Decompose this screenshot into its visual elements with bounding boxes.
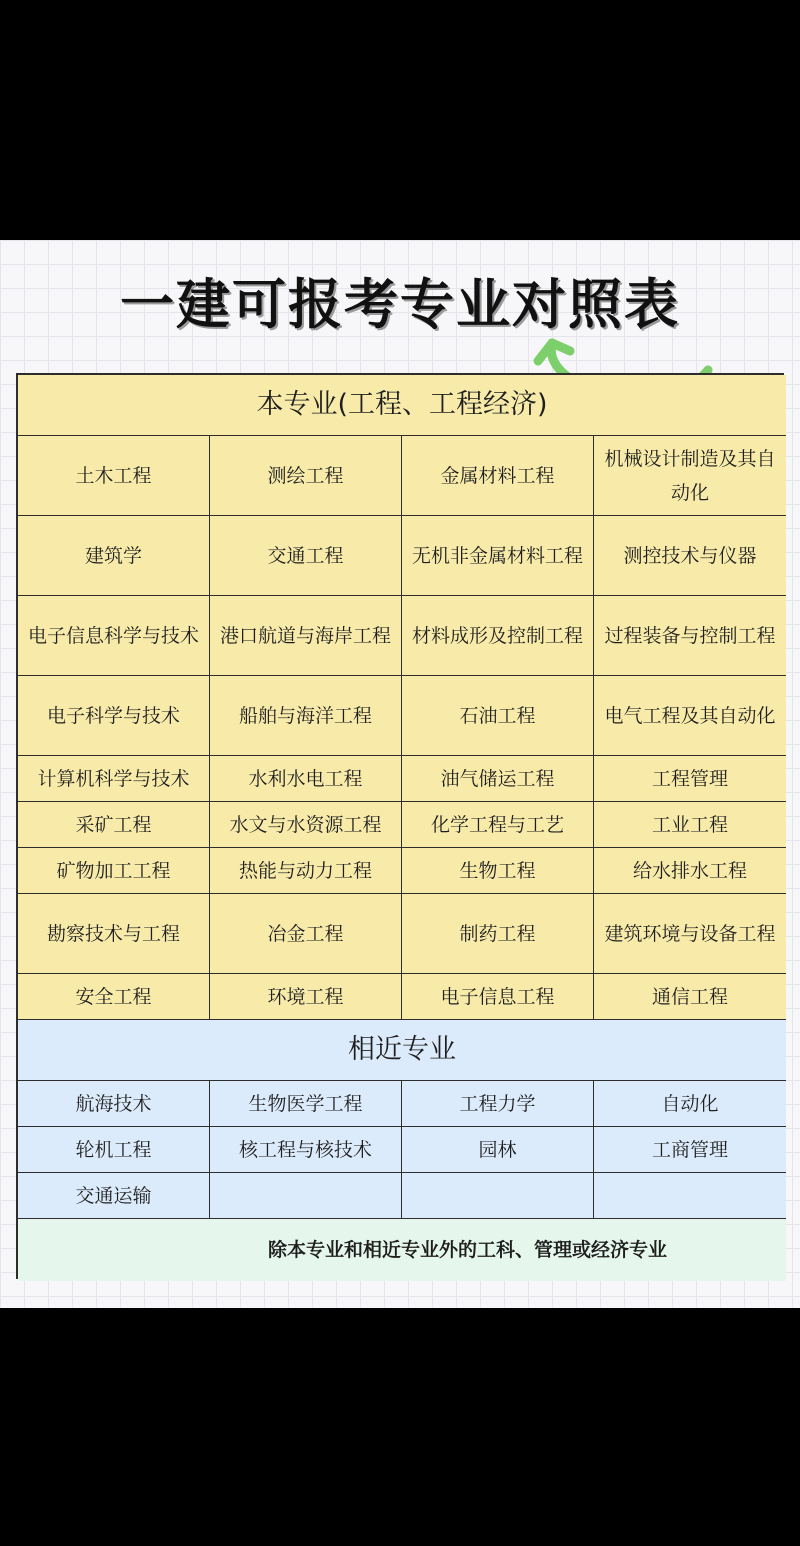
table-cell: 冶金工程 [210, 894, 402, 974]
table-cell: 航海技术 [18, 1081, 210, 1127]
table-cell: 电子信息工程 [402, 974, 594, 1020]
table-cell: 生物医学工程 [210, 1081, 402, 1127]
table-cell: 采矿工程 [18, 802, 210, 848]
table-cell: 自动化 [594, 1081, 786, 1127]
table-cell: 无机非金属材料工程 [402, 516, 594, 596]
table-cell: 工程力学 [402, 1081, 594, 1127]
related-section-header: 相近专业 [18, 1020, 786, 1081]
major-comparison-table [16, 373, 784, 1279]
table-cell: 港口航道与海岸工程 [210, 596, 402, 676]
table-cell: 过程装备与控制工程 [594, 596, 786, 676]
table-cell: 矿物加工工程 [18, 848, 210, 894]
table-cell: 工业工程 [594, 802, 786, 848]
table-cell: 船舶与海洋工程 [210, 676, 402, 756]
table-cell: 电气工程及其自动化 [594, 676, 786, 756]
table-cell: 油气储运工程 [402, 756, 594, 802]
table-cell: 金属材料工程 [402, 436, 594, 516]
table-cell: 石油工程 [402, 676, 594, 756]
table-cell: 核工程与核技术 [210, 1127, 402, 1173]
table-cell: 生物工程 [402, 848, 594, 894]
table-cell: 安全工程 [18, 974, 210, 1020]
table-cell: 化学工程与工艺 [402, 802, 594, 848]
table-cell [210, 1173, 402, 1219]
main-section-header: 本专业(工程、工程经济) [18, 375, 786, 436]
table-cell: 建筑环境与设备工程 [594, 894, 786, 974]
table-cell: 工程管理 [594, 756, 786, 802]
table-cell: 给水排水工程 [594, 848, 786, 894]
footer-note: 除本专业和相近专业外的工科、管理或经济专业 [18, 1219, 786, 1281]
table-cell [402, 1173, 594, 1219]
table-cell: 通信工程 [594, 974, 786, 1020]
table-cell: 工商管理 [594, 1127, 786, 1173]
table-cell: 电子信息科学与技术 [18, 596, 210, 676]
table-cell: 水利水电工程 [210, 756, 402, 802]
table-cell: 交通工程 [210, 516, 402, 596]
table-cell: 测控技术与仪器 [594, 516, 786, 596]
table-cell: 计算机科学与技术 [18, 756, 210, 802]
table-cell: 勘察技术与工程 [18, 894, 210, 974]
page-title: 一建可报考专业对照表 [120, 273, 680, 336]
table-cell: 园林 [402, 1127, 594, 1173]
table-cell [594, 1173, 786, 1219]
table-cell: 机械设计制造及其自动化 [594, 436, 786, 516]
table-cell: 交通运输 [18, 1173, 210, 1219]
table-cell: 材料成形及控制工程 [402, 596, 594, 676]
table-cell: 制药工程 [402, 894, 594, 974]
table-cell: 电子科学与技术 [18, 676, 210, 756]
table-cell: 土木工程 [18, 436, 210, 516]
table-cell: 轮机工程 [18, 1127, 210, 1173]
table-cell: 建筑学 [18, 516, 210, 596]
table-cell: 水文与水资源工程 [210, 802, 402, 848]
table-cell: 测绘工程 [210, 436, 402, 516]
table-cell: 热能与动力工程 [210, 848, 402, 894]
table-cell: 环境工程 [210, 974, 402, 1020]
